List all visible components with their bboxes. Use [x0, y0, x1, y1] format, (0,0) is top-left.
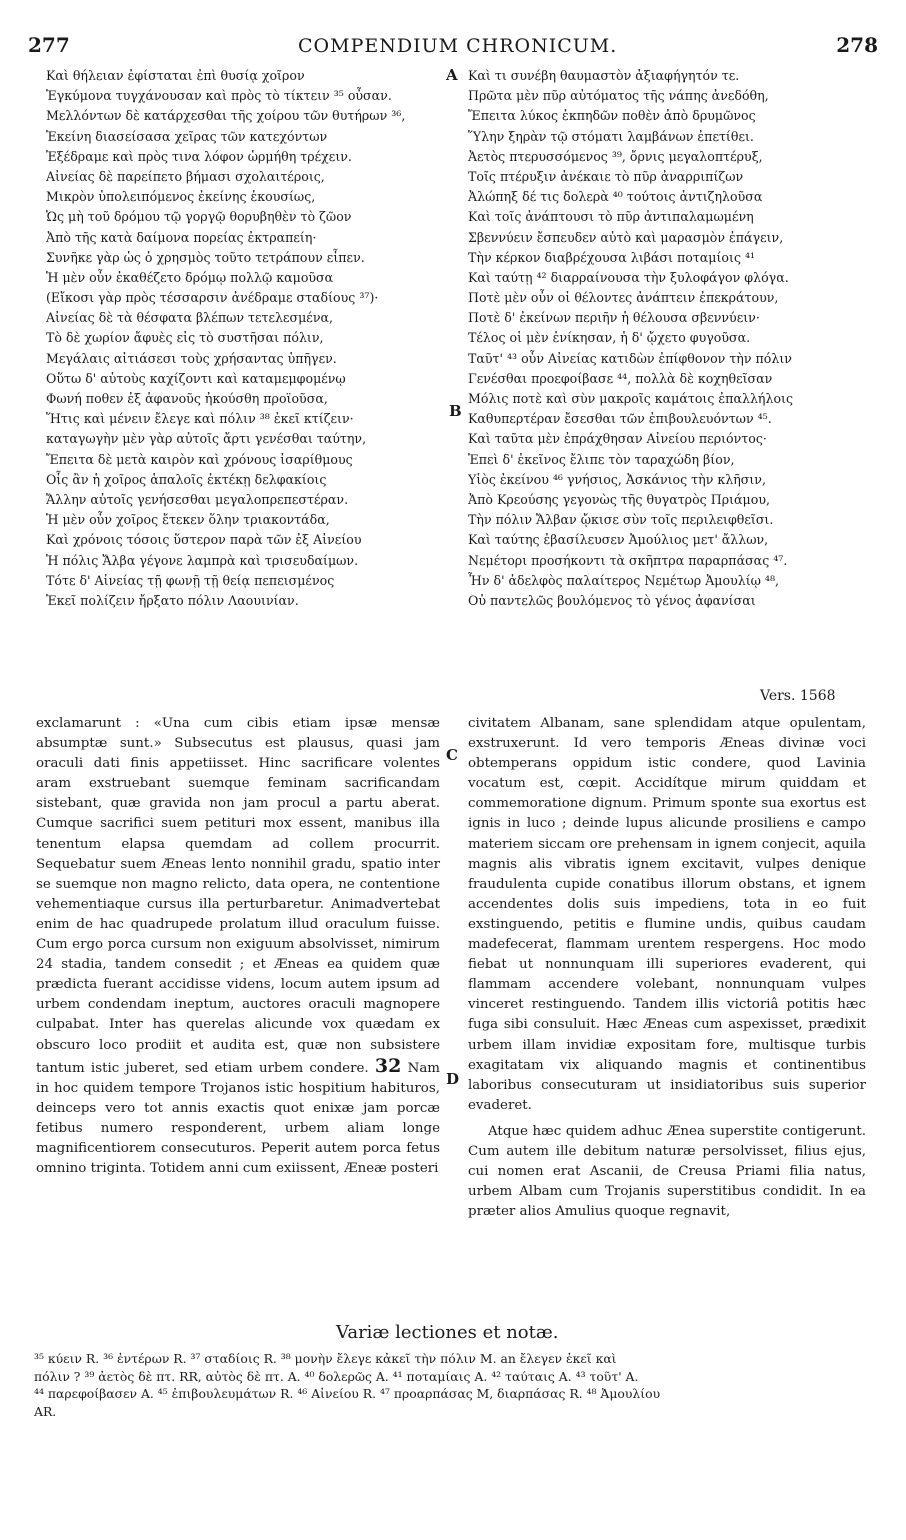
greek-verse-line: Ἔπειτα λύκος ἐκπηδῶν ποθὲν ἀπὸ δρυμῶνος [468, 108, 756, 124]
greek-verse-line: Ἐξέδραμε καὶ πρὸς τινα λόφον ὡρμήθη τρέχειν. [46, 148, 352, 164]
latin-right-paragraph-2: Atque hæc quidem adhuc Ænea superstite contigerunt. Cum autem ille debitum naturæ persolvisset, filius ejus, cui nomen erat Ascanii, de Creusa Priami filia natus, urbem Albam cum Trojanis superstitibus condidit. In ea præter alios Amulius quoque regnavit, [468, 1123, 866, 1220]
latin-left-column [36, 714, 440, 1179]
margin-marker-a: A [446, 66, 458, 84]
greek-verse-line: Μεγάλαις αἰτιάσεσι τοὺς χρήσαντας ὑπῆγεν. [46, 350, 337, 366]
greek-verse-line: Ὡς μὴ τοῦ δρόμου τῷ γοργῷ θορυβηθὲν τὸ ζῶον [46, 209, 352, 225]
latin-right-paragraph-1: civitatem Albanam, sane splendidam atque opulentam, exstruxerunt. Id vero temporis Æneas divinæ voci obtemperans oppidum istic condere, quod Lavinia vocatum est, cœpit. Accidítque mirum quiddam et commemoratione dignum. Primum sponte sua exortus est ignis in luco ; deinde lupus alicunde prosiliens e campo materiem siccam ore prehensam in ignem conjecit, aquila magnis alis vibratis ignem excitavit, vulpes denique fraudulenta cupide conatibus illorum obstans, et ignem accendentes dolis suis impediens, tota in eo fuit exstinguendo, petitis e flumine undis, quibus caudam madefecerat, flammam urentem respergens. Hoc modo fiebat ut nonnunquam illi superiores evaderent, qui flammam accendere volebant, nonnunquam vulpes vinceret restinguendo. Tandem illis victoriâ potitis hæc fuga sibi consuluit. Hæc Æneas cum aspexisset, prædixit urbem illam invidiæ expositam fore, multisque turbis exagitatam vix aliquando magnis et continentibus laboribus consecuturam ut insidiatoribus suis superior evaderet. [468, 716, 866, 1113]
page-number-left: 277 [28, 33, 70, 57]
variant-readings-notes [34, 1350, 870, 1420]
greek-verse-line: Τὴν κέρκον διαβρέχουσα λιβάσι ποταμίοις ⁴¹ [468, 249, 756, 265]
latin-right-column [468, 714, 866, 1222]
verse-number: Vers. 1568 [760, 688, 836, 704]
greek-verse-line: Ἔπειτα δὲ μετὰ καιρὸν καὶ χρόνους ἰσαρίθμους [46, 451, 353, 467]
greek-verse-line: Ἡ μὲν οὖν χοῖρος ἔτεκεν ὅλην τριακοντάδα, [46, 512, 330, 528]
greek-verse-line: Τότε δ' Αἰνείας τῇ φωνῇ τῇ θείᾳ πεπεισμένος [46, 572, 335, 588]
greek-verse-line: Μόλις ποτὲ καὶ σὺν μακροῖς καμάτοις ἐπαλλήλοις [468, 391, 794, 406]
greek-verse-line: Πρῶτα μὲν πῦρ αὐτόματος τῆς νάπης ἀνεδόθη, [468, 88, 769, 104]
notes-heading: Variæ lectiones et notæ. [336, 1322, 559, 1343]
greek-verse-line: Καὶ θήλειαν ἐφίσταται ἐπὶ θυσίᾳ χοῖρον [46, 68, 305, 83]
greek-verse-line: Ἐκείνη διασείσασα χεῖρας τῶν κατεχόντων [46, 128, 328, 144]
margin-marker-c: C [446, 746, 458, 764]
greek-verse-line: Ποτὲ μὲν οὖν οἱ θέλοντες ἀνάπτειν ἐπεκράτουν, [468, 290, 779, 306]
greek-verse-right-column [468, 66, 868, 611]
page-number-right: 278 [836, 33, 878, 57]
greek-verse-line: Τὸ δὲ χωρίον ἄφυὲς εἰς τὸ συστῆσαι πόλιν, [46, 330, 324, 346]
margin-marker-d: D [446, 1070, 460, 1088]
greek-verse-line: Ἡ μὲν οὖν ἐκαθέζετο δρόμῳ πολλῷ καμοῦσα [46, 269, 334, 285]
greek-verse-line: Τέλος οἱ μὲν ἐνίκησαν, ἡ δ' ᾤχετο φυγοῦσα. [468, 330, 751, 346]
greek-verse-line: Οὕτω δ' αὐτοὺς καχίζοντι καὶ καταμεμφομένῳ [46, 370, 346, 386]
greek-verse-line: Καὶ ταύτης ἐβασίλευσεν Ἀμούλιος μετ' ἄλλων, [468, 532, 769, 548]
greek-verse-line: Ποτὲ δ' ἐκείνων περιῆν ἡ θέλουσα σβεννύειν· [468, 310, 760, 326]
greek-verse-line: Καὶ ταῦτα μὲν ἐπράχθησαν Αἰνείου περιόντος· [468, 431, 767, 447]
greek-verse-line: Ἄλλην αὐτοῖς γενήσεσθαι μεγαλοπρεπεστέραν. [46, 491, 349, 507]
greek-verse-line: (Εἴκοσι γὰρ πρὸς τέσσαρσιν ἀνέδραμε σταδίους ³⁷)· [46, 290, 379, 306]
latin-left-paragraph-2: Nam in hoc quidem tempore Trojanos istic hospitium habituros, deinceps vero tot annis exactis quot enixæ jam porcæ fetibus numero responderent, urbem aliam longe magnificentiorem consecuturos. Peperit autem porca fetus omnino triginta. Totidem anni cum exiissent, Æneæ posteri [36, 1060, 441, 1177]
greek-verse-line: Ὕλην ξηρὰν τῷ στόματι λαμβάνων ἐπετίθει. [468, 128, 754, 144]
greek-verse-line: Υἱὸς ἐκείνου ⁴⁶ γνήσιος, Ἀσκάνιος τὴν κλῆσιν, [468, 471, 766, 487]
greek-verse-line: καταγωγὴν μὲν γὰρ αὐτοῖς ἄρτι γενέσθαι ταύτην, [46, 431, 367, 447]
greek-verse-line: Σβεννύειν ἔσπευδεν αὐτὸ καὶ μαρασμὸν ἐπάγειν, [468, 229, 784, 245]
latin-left-paragraph-1: exclamarunt : «Una cum cibis etiam ipsæ mensæ absumptæ sunt.» Subsecutus est plausus, quasi jam oraculi dati finis appetiisset. Hinc sacrificare volentes aram exstruebant suemque feminam sacrificandam sistebant, quæ gravida non jam procul a partu aberat. Cumque sacrifici suem petituri mox essent, manibus illa tenentum elapsa quemdam ad collem procurrit. Sequebatur suem Æneas lento nonnihil gradu, spatio inter se suemque non magno relicto, data opera, ne contentione vehementiaque cursus illa perturbaretur. Animadvertebat enim de hac quadrupede prolatum illud oraculum fuisse. Cum ergo porca cursum non exiguum absolvisset, nimirum 24 stadia, tandem consedit ; et Æneas ea quidem quæ prædicta fuerant accidisse videns, locum autem ipsum ad urbem condendam ineptum, auctores oraculi magnopere culpabat. Inter has querelas alicunde vox quædam ex obscuro loco prodiit et audita est, quæ non subsistere tantum istic juberet, sed etiam urbem condere. [36, 716, 440, 1076]
running-header [28, 33, 878, 59]
greek-verse-line: Ἐπεὶ δ' ἐκεῖνος ἔλιπε τὸν ταραχώδη βίον, [468, 451, 735, 467]
greek-verse-line: Μελλόντων δὲ κατάρχεσθαι τῆς χοίρου τῶν θυτήρων ³⁶, [46, 108, 406, 124]
greek-verse-line: Ἀπὸ τῆς κατὰ δαίμονα πορείας ἐκτραπείη· [46, 229, 317, 245]
note-line: ³⁵ κύειν R. ³⁶ ἐντέρων R. ³⁷ σταδίοις R. ³⁸ μονὴν ἔλεγε κἀκεῖ τὴν πόλιν M. an ἔλεγεν ἐκεῖ καὶ [34, 1351, 617, 1366]
greek-verse-line: Νεμέτορι προσήκοντι τὰ σκῆπτρα παραρπάσας ⁴⁷. [468, 552, 788, 568]
greek-verse-line: Ἀετὸς πτερυσσόμενος ³⁹, ὄρνις μεγαλοπτέρυξ, [468, 148, 763, 164]
greek-verse-line: Ἐκεῖ πολίζειν ἤρξατο πόλιν Λαουινίαν. [46, 592, 299, 608]
running-title: COMPENDIUM CHRONICUM. [298, 35, 618, 57]
greek-verse-line: Αἰνείας δὲ τὰ θέσφατα βλέπων τετελεσμένα, [46, 310, 333, 326]
greek-verse-line: Καὶ ταύτῃ ⁴² διαρραίνουσα τὴν ξυλοφάγον φλόγα. [468, 269, 789, 285]
greek-verse-line: Ἐγκύμονα τυγχάνουσαν καὶ πρὸς τὸ τίκτειν ³⁵ οὖσαν. [46, 88, 392, 104]
greek-verse-line: Οὐ παντελῶς βουλόμενος τὸ γένος ἀφανίσαι [468, 592, 756, 608]
greek-verse-line: Γενέσθαι προεφοίβασε ⁴⁴, πολλὰ δὲ κοχηθεῖσαν [468, 370, 773, 386]
greek-verse-line: Μικρὸν ὑπολειπόμενος ἐκείνης ἑκουσίως, [46, 189, 316, 205]
greek-verse-line: Καὶ τι συνέβη θαυμαστὸν ἀξιαφήγητόν τε. [468, 68, 740, 83]
greek-verse-line: Καὶ χρόνοις τόσοις ὕστερον παρὰ τῶν ἐξ Αἰνείου [46, 532, 362, 548]
greek-verse-line: Καθυπερτέραν ἔσεσθαι τῶν ἐπιβουλευόντων ⁴⁵. [468, 411, 772, 427]
note-line: ⁴⁴ παρεφοίβασεν A. ⁴⁵ ἐπιβουλευμάτων R. ⁴⁶ Αἰνείου R. ⁴⁷ προαρπάσας M, διαρπάσας R. ⁴⁸ Ἀμουλίου [34, 1386, 661, 1401]
greek-verse-line: Συνῆκε γὰρ ὡς ὁ χρησμὸς τοῦτο τετράπουν εἶπεν. [46, 249, 365, 265]
margin-marker-b: B [449, 402, 462, 420]
greek-verse-line: Φωνή ποθεν ἐξ ἀφανοῦς ἠκούσθη προϊοῦσα, [46, 391, 328, 406]
greek-verse-line: Οἷς ἂν ἡ χοῖρος ἁπαλοῖς ἐκτέκῃ δελφακίοις [46, 471, 327, 487]
note-line: AR. [34, 1403, 57, 1419]
section-number: 32 [374, 1054, 402, 1077]
greek-verse-line: Ἀπὸ Κρεούσης γεγονὼς τῆς θυγατρὸς Πριάμου, [468, 491, 770, 507]
greek-verse-line: Ἥτις καὶ μένειν ἔλεγε καὶ πόλιν ³⁸ ἐκεῖ κτίζειν· [46, 411, 354, 427]
greek-verse-line: Ἡ πόλις Ἄλβα γέγονε λαμπρὰ καὶ τρισευδαίμων. [46, 552, 359, 568]
note-line: πόλιν ? ³⁹ ἀετὸς δὲ πτ. RR, αὐτὸς δὲ πτ. A. ⁴⁰ δολερῶς A. ⁴¹ ποταμίαις A. ⁴² ταύταις A. ⁴³ τοῦτ' A. [34, 1368, 639, 1384]
greek-verse-left-column [46, 66, 436, 611]
greek-verse-line: Ἀλώπηξ δέ τις δολερὰ ⁴⁰ τούτοις ἀντιζηλοῦσα [468, 189, 763, 205]
greek-verse-line: Τοῖς πτέρυξιν ἀνέκαιε τὸ πῦρ ἀναρριπίζων [468, 168, 744, 184]
greek-verse-line: Καὶ τοῖς ἀνάπτουσι τὸ πῦρ ἀντιπαλαμωμένη [468, 209, 754, 225]
greek-verse-line: Τὴν πόλιν Ἄλβαν ᾤκισε σὺν τοῖς περιλειφθεῖσι. [468, 512, 774, 528]
greek-verse-line: Ἦν δ' ἀδελφὸς παλαίτερος Νεμέτωρ Ἀμουλίῳ ⁴⁸, [468, 572, 780, 588]
greek-verse-line: Αἰνείας δὲ παρείπετο βήμασι σχολαιτέροις, [46, 168, 325, 184]
greek-verse-line: Ταῦτ' ⁴³ οὖν Αἰνείας κατιδὼν ἐπίφθονον τὴν πόλιν [468, 350, 792, 366]
